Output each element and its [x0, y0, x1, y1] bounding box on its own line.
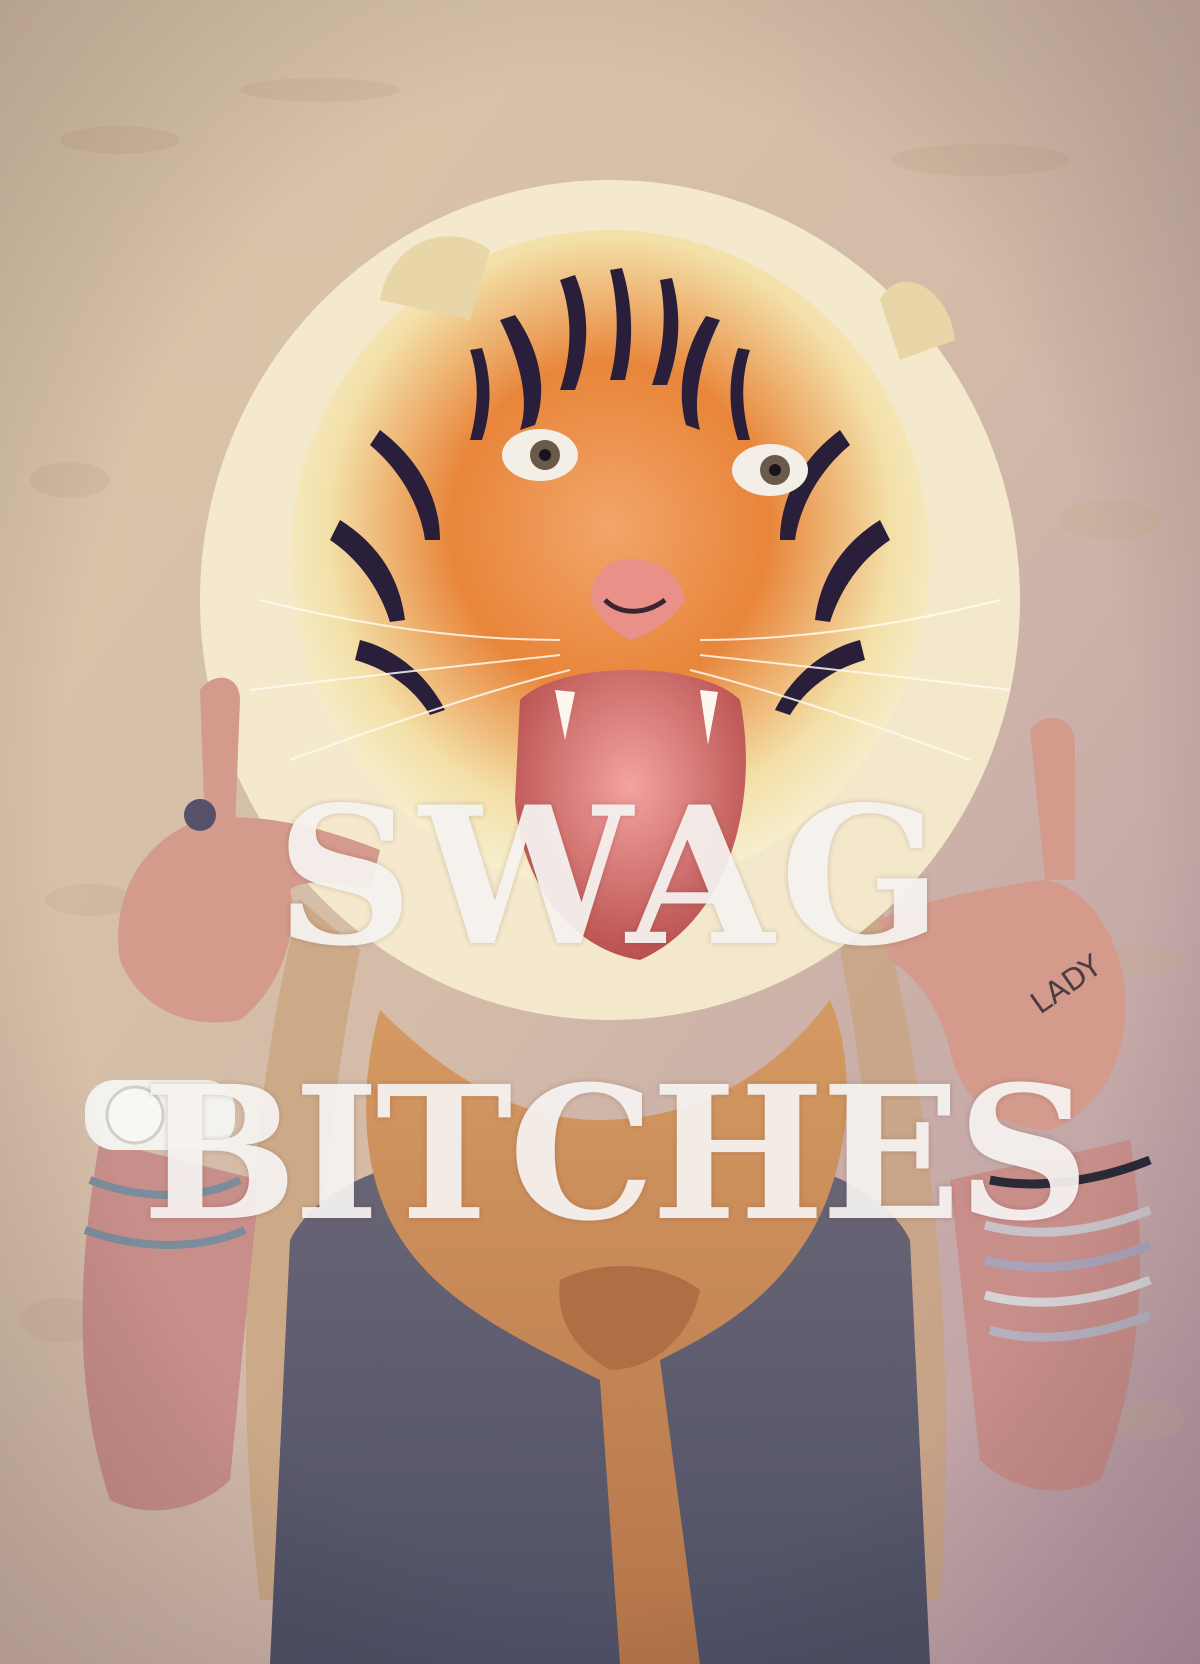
caption-line-1: SWAG: [275, 765, 949, 988]
caption-line-2: BITCHES: [142, 1046, 1086, 1262]
